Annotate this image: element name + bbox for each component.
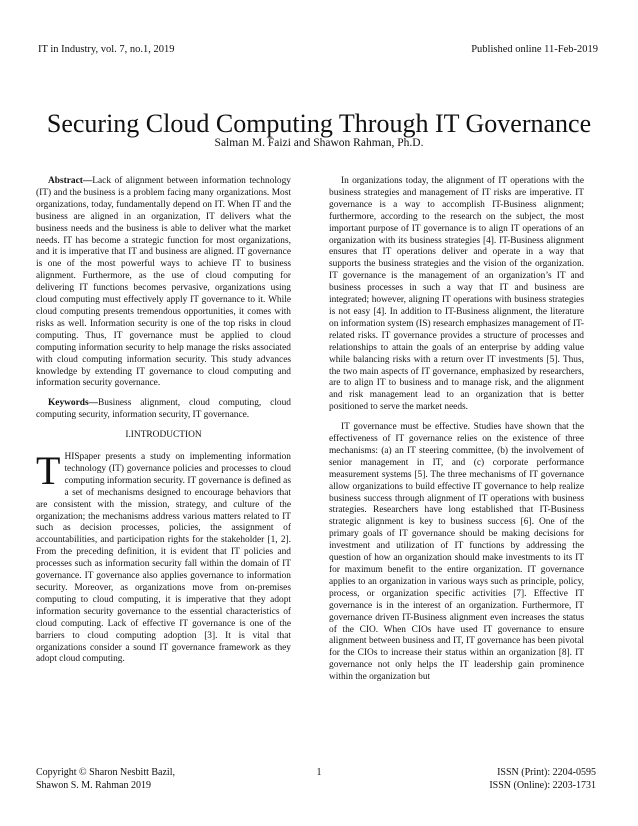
footer-copyright-line-2: Shawon S. M. Rahman 2019 — [36, 780, 151, 791]
page-number: 1 — [316, 767, 322, 778]
introduction-text: HISpaper presents a study on implementing information technology (IT) governance policies and processes to cloud computing information security. IT governance is defined as a set of mechanisms designed to encourage behaviors that are consistent with the mission, strategy, and culture of the organization; the mechanisms address various matters related to IT such as decision processes, policies, the assignment of accountabilities, and participation rights for the stakeholder [1, 2]. From the preceding definition, it is evident that IT policies and processes such as information security fall within the domain of IT governance. IT governance also applies governance to information security. Moreover, as organizations move from on-premises computing to cloud computing, it is imperative that they adopt information security governance to the essential characteristics of cloud computing. Lack of effective IT governance is one of the barriers to cloud computing adoption [3]. It is vital that organizations consider a sound IT governance framework as they adopt cloud computing. — [36, 452, 291, 665]
body-paragraph-2: IT governance must be effective. Studies have shown that the effectiveness of IT governance relies on the existence of three mechanisms: (a) an IT steering committee, (b) the involvement of senior management in IT, and (c) corporate performance measurement systems [5]. The three mechanisms of IT governance allow organizations to build effective IT governance to help realize business success through alignment of IT operations with business strategies. Researchers have long established that IT-Business strategic alignment is key to business success [6]. One of the primary goals of IT governance should be making decisions for investment and utilization of IT functions by addressing the question of how an organization should make investments to its IT for maximum benefit to the entire organization. IT governance applies to an organization in various ways such as principle, policy, process, or organization specific activities [7]. Effective IT governance is in the interest of an organization. Furthermore, IT governance driven IT-Business alignment even increases the status of the CIO. When CIOs have used IT governance to ensure alignment between business and IT, IT governance has been pivotal for the CIOs to increase their status within an organization [8]. IT governance not only helps the IT leadership gain prominence within the organization but — [329, 422, 584, 683]
footer-issn-online: ISSN (Online): 2203-1731 — [489, 780, 596, 791]
abstract-paragraph — [36, 176, 291, 390]
keywords-text: Business alignment, cloud computing, cloud computing security, information security, IT governance. — [36, 398, 291, 421]
keywords-paragraph — [36, 398, 291, 422]
section-heading-introduction: I.INTRODUCTION — [125, 430, 202, 441]
footer-copyright-line-1: Copyright © Sharon Nesbitt Bazil, — [36, 767, 175, 778]
left-column — [36, 176, 291, 674]
body-paragraph-1: In organizations today, the alignment of IT operations with the business strategies and management of IT risks are imperative. IT governance is a way to accomplish IT-Business alignment; furthermore, according to the research on the subject, the most important purpose of IT governance is to align IT operations of an organization with its business strategies [4]. IT-Business alignment ensures that IT operations deliver and operate in a way that supports the business strategies and the vision of the organization. IT governance is the management of an organization’s IT and business processes in such a way that IT and business are integrated; however, aligning IT operations with business strategies is not easy [4]. In addition to IT-Business alignment, the literature on information system (IS) research emphasizes management of IT-related risks. IT governance provides a structure of processes and relationships to attain the goals of an enterprise by adding value while balancing risks with a return over IT investments [5]. Thus, the two main aspects of IT governance, emphasized by researchers, are to align IT to business and to manage risk, and the alignment and risk management lead to an organization that is better positioned to serve the market needs. — [329, 176, 584, 413]
right-column — [329, 176, 584, 692]
keywords-label: Keywords— — [48, 398, 98, 409]
footer-issn — [489, 766, 596, 792]
paper-authors: Salman M. Faizi and Shawon Rahman, Ph.D. — [214, 137, 424, 149]
running-header-date: Published online 11-Feb-2019 — [471, 44, 598, 55]
abstract-text: Lack of alignment between information technology (IT) and the business is a problem facing many organizations. Most organizations, today, fundamentally depend on IT. When IT and the business are aligned in an organization, IT delivers what the business needs and the business is able to deliver what the market needs. IT has become a strategic function for most organizations, and it is imperative that IT and business are aligned. IT governance is one of the most powerful ways to achieve IT to business alignment. Furthermore, as the use of cloud computing for delivering IT functions becomes pervasive, organizations using cloud computing must effectively apply IT governance to it. While cloud computing presents tremendous opportunities, it comes with risks as well. Information security is one of the top risks in cloud computing. Thus, IT governance must be applied to cloud computing information security to help manage the risks associated with cloud computing information security. This study advances knowledge by extending IT governance to cloud computing and information security governance. — [36, 176, 291, 389]
footer-issn-print: ISSN (Print): 2204-0595 — [497, 767, 596, 778]
paper-title: Securing Cloud Computing Through IT Governance — [46, 109, 592, 139]
drop-cap-letter: T — [36, 448, 61, 494]
running-header-journal: IT in Industry, vol. 7, no.1, 2019 — [38, 44, 175, 55]
introduction-paragraph — [36, 448, 291, 666]
abstract-label: Abstract— — [48, 176, 93, 186]
